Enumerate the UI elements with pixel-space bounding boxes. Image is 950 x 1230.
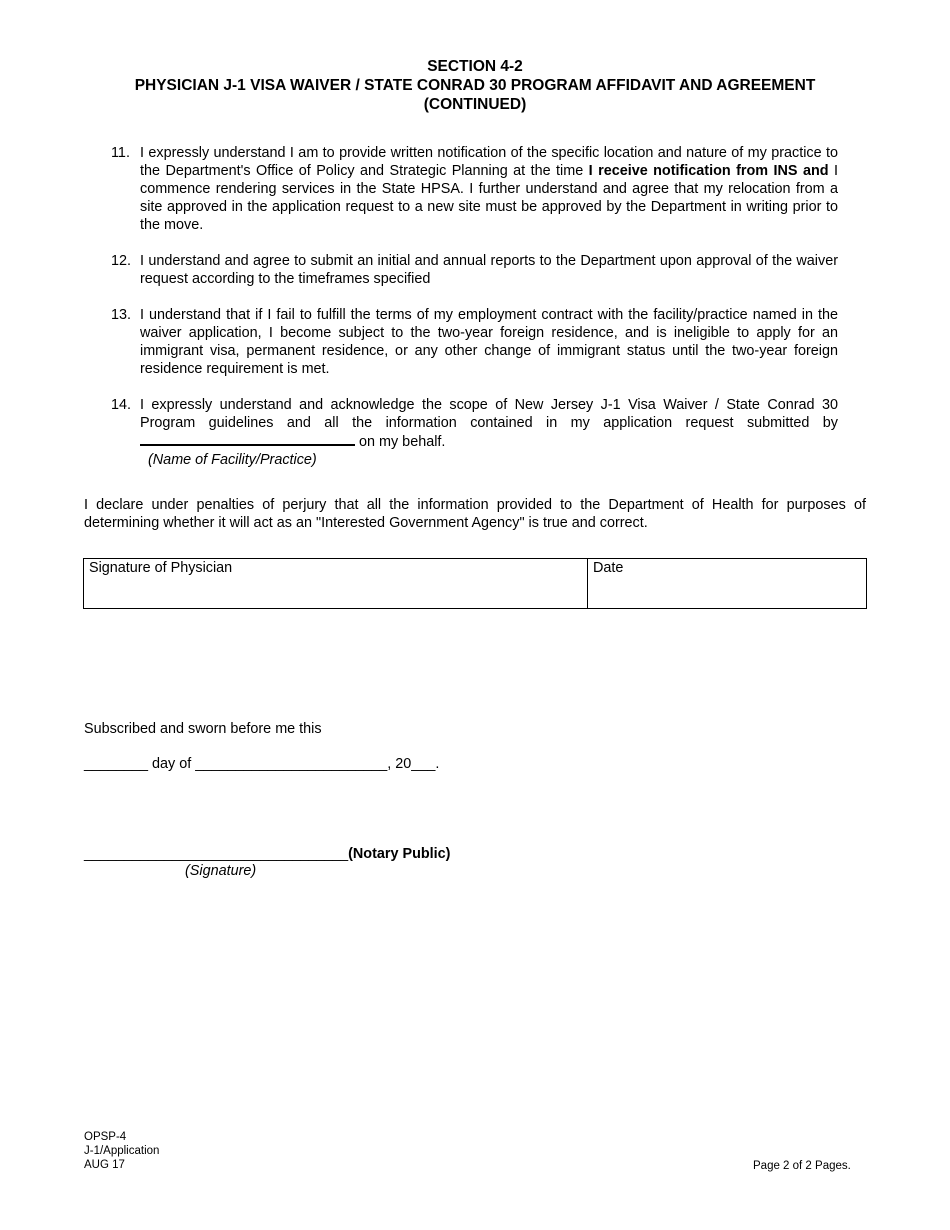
section-number: SECTION 4-2 (427, 58, 523, 75)
document-title: PHYSICIAN J-1 VISA WAIVER / STATE CONRAD 30 PROGRAM AFFIDAVIT AND AGREEMENT (134, 77, 816, 94)
physician-signature-field[interactable] (84, 559, 588, 609)
date-label: Date (593, 560, 624, 576)
form-revision: AUG 17 (84, 1159, 125, 1171)
list-item (84, 396, 838, 469)
form-name: J-1/Application (84, 1145, 160, 1157)
list-item (84, 306, 838, 378)
item-text-end: on my behalf. (355, 434, 446, 450)
page-heading (60, 57, 890, 114)
form-footer (84, 1130, 159, 1172)
notary-public-label: (Notary Public) (348, 846, 451, 862)
continued-label: (CONTINUED) (423, 96, 527, 113)
item-text-cont: I commence rendering services in the State HPSA. I further understand and agree that my relocation from a site approved in the application request to a new site must be approved by the Department in writing prior to the move. (140, 163, 838, 233)
list-item (84, 252, 838, 288)
notary-signature-caption: (Signature) (185, 863, 257, 879)
agreement-list (84, 144, 838, 469)
physician-signature-label: Signature of Physician (89, 560, 233, 576)
item-text: I understand that if I fail to fulfill the terms of my employment contract with the facility/practice named in the waiver application, I become subject to the two-year foreign residence, and is ineligible to apply for an immigrant visa, permanent residence, or any other change of immigrant status until the two-year foreign residence requirement is met. (140, 307, 838, 377)
signature-table (83, 558, 867, 609)
item-number: 11. (111, 145, 130, 161)
item-text-bold: I receive notification from INS and (588, 163, 829, 179)
facility-name-caption: (Name of Facility/Practice) (148, 452, 317, 468)
item-number: 12. (111, 253, 132, 269)
facility-name-blank[interactable] (140, 432, 355, 446)
list-item (84, 144, 838, 234)
item-text: I expressly understand I am to provide written notification of the specific location and nature of my practice to the Department's Office of Policy and Strategic Planning at the time (140, 145, 838, 179)
form-id: OPSP-4 (84, 1131, 127, 1143)
item-text: I understand and agree to submit an initial and annual reports to the Department upon approval of the waiver request according to the timeframes specified (140, 253, 838, 287)
date-field[interactable] (588, 559, 867, 609)
subscribed-text: Subscribed and sworn before me this (84, 721, 322, 737)
item-text: I expressly understand and acknowledge the scope of New Jersey J-1 Visa Waiver / State Conrad 30 Program guidelines and all the information contained in my application request submitted by (140, 397, 838, 431)
notary-signature-blank[interactable]: _________________________________ (84, 846, 349, 862)
perjury-declaration: I declare under penalties of perjury that all the information provided to the Department of Health for purposes of determining whether it will act as an "Interested Government Agency" is true and correct. (84, 497, 866, 531)
notary-date-line[interactable]: ________ day of ________________________, 20___. (84, 756, 440, 772)
page-number: Page 2 of 2 Pages. (753, 1160, 851, 1172)
item-number: 14. (111, 397, 132, 413)
item-number: 13. (111, 307, 132, 323)
notary-signature-line (84, 845, 450, 863)
